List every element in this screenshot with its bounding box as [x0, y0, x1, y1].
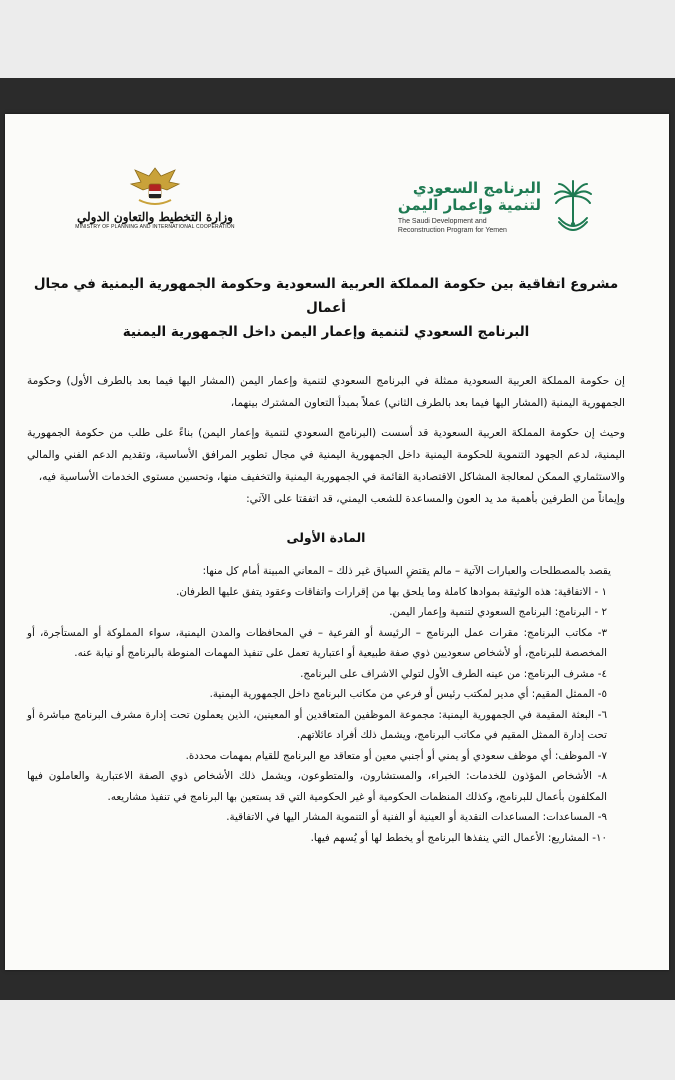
sdrpy-name-english-line1: The Saudi Development and [397, 218, 487, 225]
sdrpy-name-arabic-line2: لتنمية وإعمار اليمن [397, 196, 541, 214]
article-intro: يقصد بالمصطلحات والعبارات الآتية – مالم يقتضِ السياق غير ذلك – المعاني المبينة أمام كل منها: [202, 565, 611, 577]
paragraph-whereas: وحيث إن حكومة المملكة العربية السعودية قد أسست (البرنامج السعودي لتنمية وإعمار اليمن) بناءً على طلب من حكومة الجمهورية اليمنية، لدعم الجهود التنموية للحكومة اليمنية داخل الجمهورية اليمنية في مجال تطوير المرافق الأساسية، وتقديم الدعم الفني والمالي والاستثماري الممكن لمعالجة المشاكل الاقتصادية القائمة في الجمهورية اليمنية والتخفيف منها، وتحسين مستوى الخدمات الأساسية فيه، [27, 427, 625, 483]
photo-bottom-margin [0, 1000, 675, 1080]
document-page [5, 114, 669, 970]
ministry-logo [75, 164, 235, 254]
definition-item: ٣- مكاتب البرنامج: مقرات عمل البرنامج – الرئيسة أو الفرعية – في المحافظات والمدن اليمنية، سواء المملوكة أو المستأجرة، أو المخصصة للبرنامج، أو لأشخاص سعوديين ذوي صفة طبيعية أو اعتبارية تعمل على تنفيذ المهمات المنوطة بالبرنامج أو نيابة عنه. [27, 626, 607, 659]
article-heading: المادة الأولى [286, 530, 366, 545]
eagle-emblem-icon [125, 164, 185, 208]
definition-item: ٢ - البرنامج: البرنامج السعودي لتنمية وإعمار اليمن. [389, 606, 607, 618]
definition-item: ٤- مشرف البرنامج: من عينه الطرف الأول لتولي الاشراف على البرنامج. [300, 667, 607, 680]
sdrpy-name [398, 180, 541, 235]
definition-item: ٥- الممثل المقيم: أي مدير لمكتب رئيس أو فرعي من مكاتب البرنامج داخل الجمهورية اليمنية. [209, 688, 607, 700]
definition-item: ٧- الموظف: أي موظف سعودي أو يمني أو أجنبي معين أو متعاقد مع البرنامج للقيام بمهمات محددة. [185, 749, 607, 762]
ministry-name-english: MINISTRY OF PLANNING AND INTERNATIONAL COOPERATION [75, 224, 235, 230]
paragraph-agreement: وإيماناً من الطرفين بأهمية مد يد العون والمساعدة للشعب اليمني، قد اتفقتا على الآتي: [246, 493, 625, 505]
sdrpy-name-arabic-line1: البرنامج السعودي [412, 179, 541, 197]
document-body [27, 272, 625, 848]
definition-item: ٦- البعثة المقيمة في الجمهورية اليمنية: مجموعة الموظفين المتعاقدين أو المعينين، الذين يعملون تحت إدارة مشرف البرنامج مباشرة أو تحت إدارة الممثل المقيم في مكاتب البرنامج، ويشمل ذلك أفراد عائلاتهم. [27, 708, 607, 741]
palm-swords-icon [547, 178, 599, 244]
sdrpy-name-english-line2: Reconstruction Program for Yemen [397, 227, 507, 234]
document-title-line1: مشروع اتفاقية بين حكومة المملكة العربية السعودية وحكومة الجمهورية اليمنية في مجال أعمال [33, 276, 619, 316]
definition-item: ٩- المساعدات: المساعدات النقدية أو العينية أو الفنية أو التنموية المشار اليها في الاتفاقية. [226, 811, 607, 823]
document-title-line2: البرنامج السعودي لتنمية وإعمار اليمن داخل الجمهورية اليمنية [122, 324, 530, 340]
photo-top-margin [0, 0, 675, 78]
definition-item: ١ - الاتفاقية: هذه الوثيقة بموادها كاملة وما يلحق بها من إقرارات واتفاقات وعقود يتفق عليها الطرفان. [176, 585, 607, 598]
definition-item: ٨- الأشخاص المؤذون للخدمات: الخبراء، والمستشارون، والمتطوعون، ويشمل ذلك الأشخاص ذوي الصفة الاعتبارية والعاملون فيها المكلفون بأعمال للبرنامج، وكذلك المنظمات الحكومية أو غير الحكومية التي قد يستعين بها البرنامج في تنفيذ مشاريعه. [27, 770, 607, 803]
definition-item: ١٠- المشاريع: الأعمال التي ينفذها البرنامج أو يخطط لها أو يُسهم فيها. [310, 831, 607, 844]
paragraph-parties: إن حكومة المملكة العربية السعودية ممثلة في البرنامج السعودي لتنمية وإعمار اليمن (المشار اليها فيما بعد بالطرف الأول) وحكومة الجمهورية اليمنية (المشار اليها فيما بعد بالطرف الثاني) عملاً بمبدأ التعاون المشترك بينهما، [27, 375, 625, 409]
ministry-name-arabic: وزارة التخطيط والتعاون الدولي [77, 210, 233, 224]
sdrpy-logo [339, 174, 599, 254]
